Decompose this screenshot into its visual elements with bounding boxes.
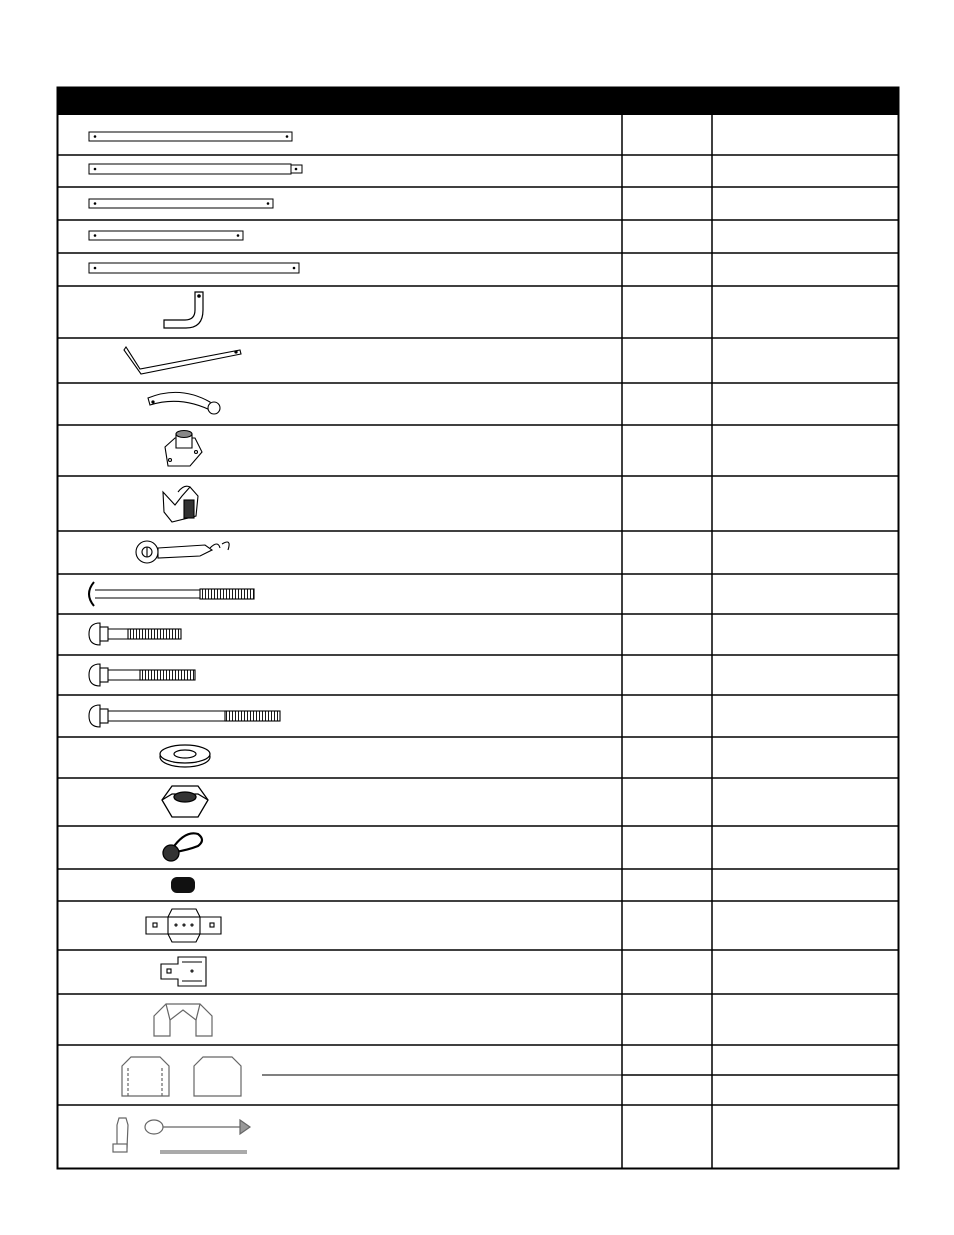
- ball-bungee-icon: [163, 833, 202, 861]
- straight-pipe-icon: [89, 132, 292, 141]
- end-cap-icon: [171, 877, 195, 893]
- table-header-bar: [57, 87, 899, 115]
- anchor-kit-icon: [113, 1118, 250, 1152]
- cross-connector-icon: [146, 909, 221, 942]
- elbow-pipe-icon: [164, 292, 203, 328]
- carriage-bolt-medium-icon: [89, 664, 195, 686]
- foot-plate-icon: [165, 431, 202, 467]
- carriage-bolt-short-icon: [89, 623, 181, 645]
- tee-connector-icon: [161, 957, 206, 986]
- pipe-bracket-icon: [163, 486, 198, 522]
- curved-roof-pipe-icon: [148, 392, 220, 414]
- ratchet-tie-icon: [136, 541, 229, 563]
- bent-roof-pipe-icon: [124, 347, 241, 374]
- swaged-pipe-icon: [89, 164, 302, 174]
- hook-bolt-icon: [89, 582, 254, 606]
- medium-pipe-icon: [89, 199, 273, 208]
- canopy-cover-icon: [154, 1004, 212, 1036]
- carriage-bolt-long-icon: [89, 705, 280, 727]
- hex-nut-icon: [162, 786, 208, 817]
- end-panel-with-door-icon: [122, 1057, 169, 1096]
- short-pipe-icon: [89, 231, 243, 240]
- long-pipe-icon: [89, 263, 299, 273]
- end-panel-solid-icon: [194, 1057, 241, 1096]
- washer-icon: [160, 745, 210, 767]
